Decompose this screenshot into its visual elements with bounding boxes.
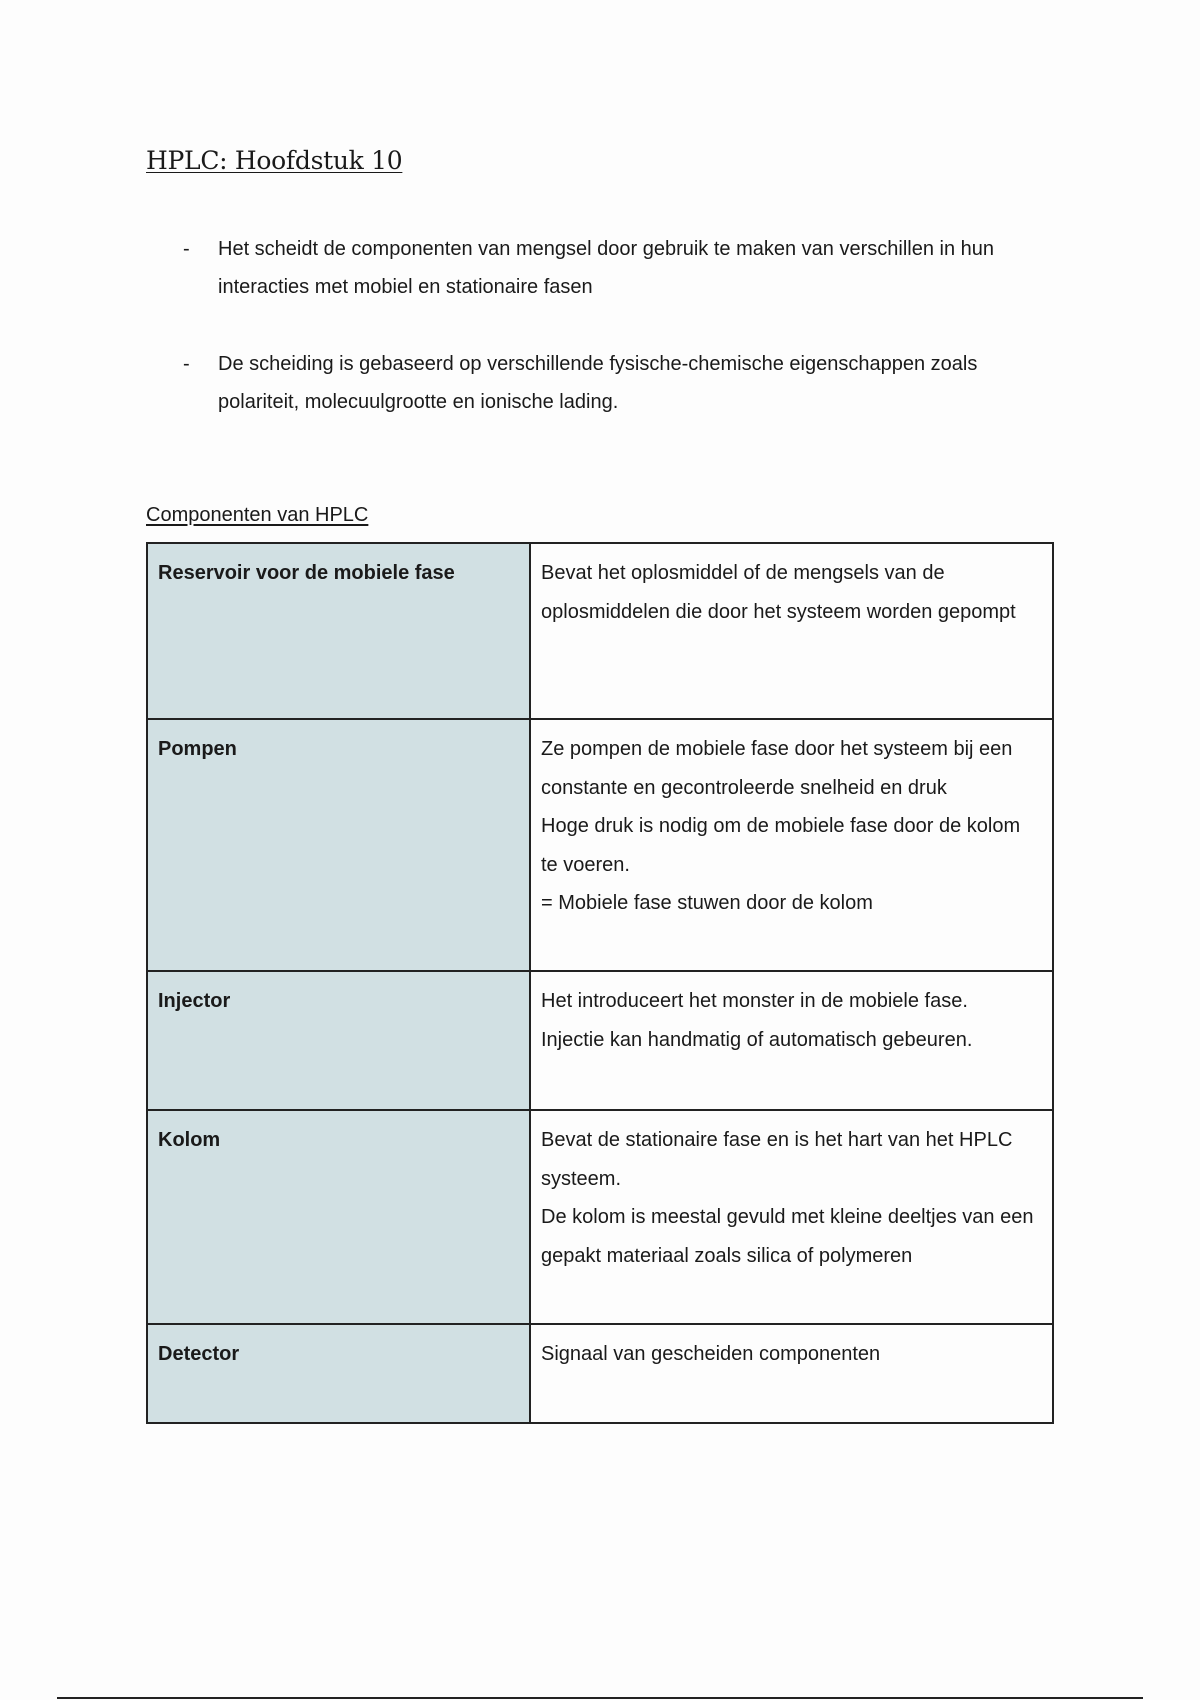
section-heading: Componenten van HPLC bbox=[146, 504, 369, 526]
description-line: = Mobiele fase stuwen door de kolom bbox=[541, 892, 873, 914]
table-row bbox=[147, 543, 1053, 719]
table-row bbox=[147, 1324, 1053, 1423]
footer-divider bbox=[57, 1697, 1143, 1699]
bullet-item bbox=[146, 230, 1046, 306]
component-description bbox=[530, 971, 1053, 1110]
description-line: Signaal van gescheiden componenten bbox=[541, 1343, 881, 1365]
intro-bullet-list bbox=[146, 230, 1046, 460]
component-description bbox=[530, 719, 1053, 971]
description-line: Bevat de stationaire fase en is het hart van het HPLC systeem. bbox=[541, 1129, 1013, 1190]
components-table bbox=[146, 542, 1054, 1424]
bullet-text: Het scheidt de componenten van mengsel door gebruik te maken van verschillen in hun interacties met mobiel en stationaire fasen bbox=[218, 238, 995, 298]
description-line: Ze pompen de mobiele fase door het systeem bij een constante en gecontroleerde snelheid en druk bbox=[541, 738, 1013, 799]
page-title: HPLC: Hoofdstuk 10 bbox=[146, 146, 403, 175]
table-row bbox=[147, 1110, 1053, 1324]
bullet-dash: - bbox=[183, 353, 190, 375]
table-row bbox=[147, 971, 1053, 1110]
component-name: Injector bbox=[147, 971, 530, 1110]
table-row bbox=[147, 719, 1053, 971]
component-name: Reservoir voor de mobiele fase bbox=[147, 543, 530, 719]
bullet-item bbox=[146, 345, 1046, 421]
component-description bbox=[530, 1324, 1053, 1423]
component-name: Detector bbox=[147, 1324, 530, 1423]
component-name: Pompen bbox=[147, 719, 530, 971]
description-line: Hoge druk is nodig om de mobiele fase door de kolom te voeren. bbox=[541, 815, 1021, 876]
description-line: Het introduceert het monster in de mobiele fase. bbox=[541, 990, 968, 1012]
description-line: Injectie kan handmatig of automatisch gebeuren. bbox=[541, 1028, 973, 1051]
component-description bbox=[530, 543, 1053, 719]
bullet-text: De scheiding is gebaseerd op verschillende fysische-chemische eigenschappen zoals polariteit, molecuulgrootte en ionische lading. bbox=[218, 353, 978, 413]
description-line: De kolom is meestal gevuld met kleine deeltjes van een gepakt materiaal zoals silica of polymeren bbox=[541, 1206, 1034, 1267]
bullet-dash: - bbox=[183, 238, 190, 260]
component-name: Kolom bbox=[147, 1110, 530, 1324]
description-line: Bevat het oplosmiddel of de mengsels van de oplosmiddelen die door het systeem worden gepompt bbox=[541, 562, 1016, 623]
component-description bbox=[530, 1110, 1053, 1324]
